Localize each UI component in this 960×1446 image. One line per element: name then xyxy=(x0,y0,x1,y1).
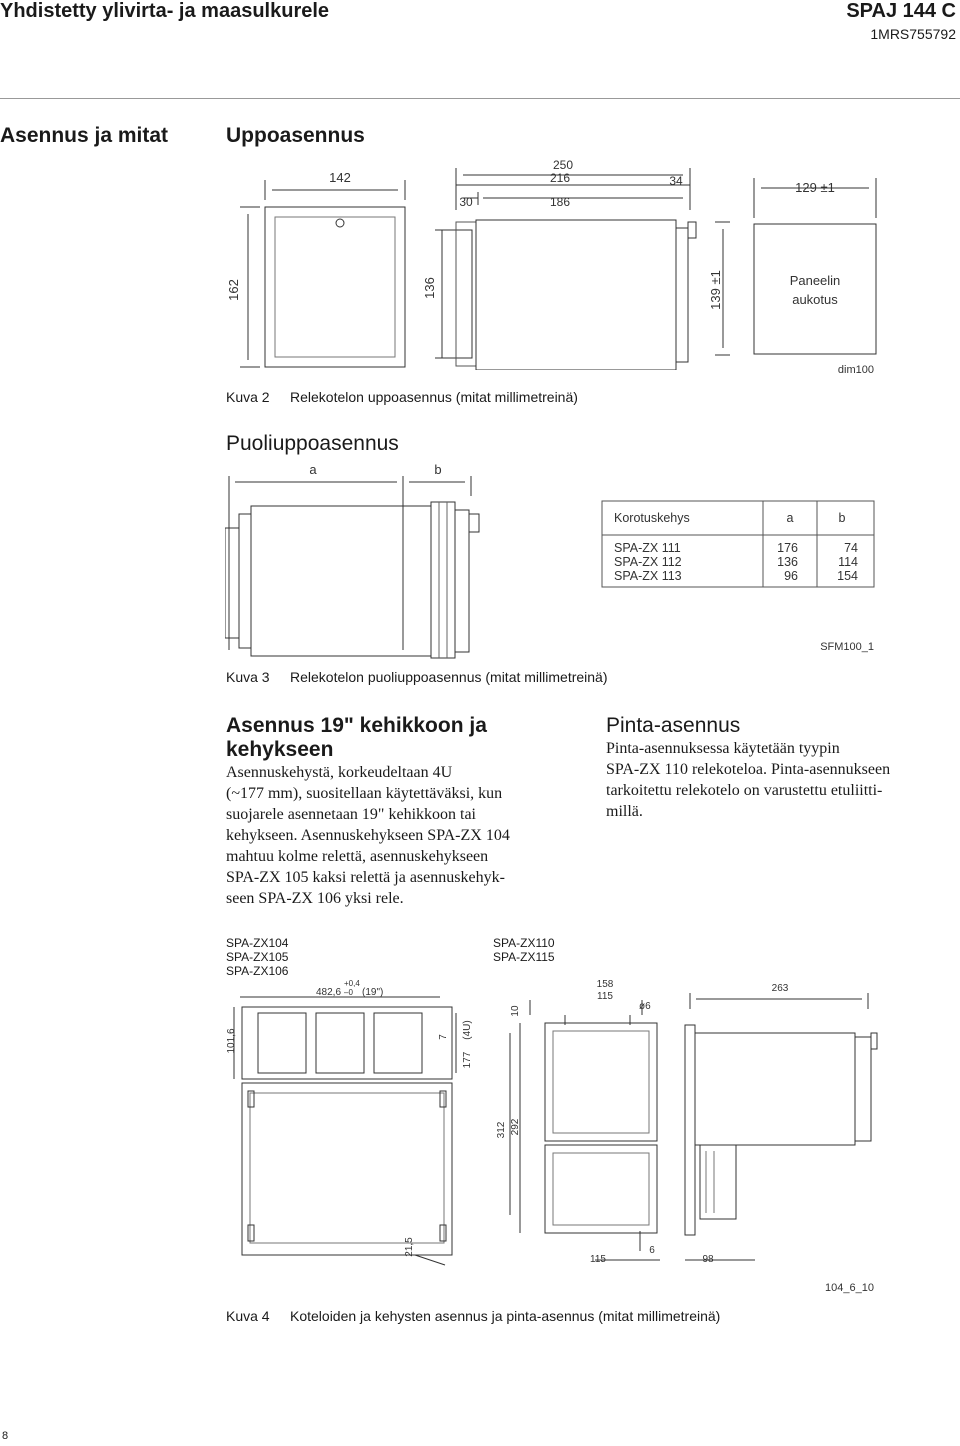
dim-21: 21,5 xyxy=(404,1237,415,1257)
section-title: Asennus ja mitat xyxy=(0,124,169,147)
panel-label-2: aukotus xyxy=(792,292,838,307)
model-label: SPA-ZX110 xyxy=(493,936,555,950)
table-cell: 114 xyxy=(838,555,858,569)
fig2-heading: Uppoasennus xyxy=(226,124,365,147)
fig3-id: SFM100_1 xyxy=(820,641,874,653)
text-line: Asennuskehystä, korkeudeltaan 4U xyxy=(226,764,453,781)
document-title: Yhdistetty ylivirta- ja maasulkurele xyxy=(0,0,330,22)
fig2-drawing xyxy=(220,150,880,370)
dim-216: 216 xyxy=(549,171,571,185)
text-line: SPA-ZX 105 kaksi relettä ja asennuskehyk- xyxy=(226,869,505,886)
fig4-caption: Koteloiden ja kehysten asennus ja pinta-asennus (mitat millimetreinä) xyxy=(290,1308,721,1324)
model-label: SPA-ZX115 xyxy=(493,950,555,964)
surface-model-labels xyxy=(493,936,555,964)
text-line: suojarele asennetaan 19" kehikkoon tai xyxy=(226,806,476,823)
heading-rack: Asennus 19" kehikkoon ja xyxy=(226,714,487,737)
table-cell: 136 xyxy=(777,555,798,569)
dim-19-inch: (19") xyxy=(362,987,384,998)
model-label: SPA-ZX104 xyxy=(226,936,289,950)
paragraph-surface xyxy=(606,738,956,822)
table-cell: 74 xyxy=(844,541,858,555)
dim-b: b xyxy=(434,462,442,477)
dim-263: 263 xyxy=(771,983,789,994)
product-name: SPAJ 144 C xyxy=(846,0,956,22)
heading-rack-2: kehykseen xyxy=(226,738,334,761)
model-label: SPA-ZX106 xyxy=(226,964,289,978)
text-line: Pinta-asennuksessa käytetään tyypin xyxy=(606,740,840,757)
table-cell: SPA-ZX 112 xyxy=(614,555,682,569)
fig3-caption: Relekotelon puoliuppoasennus (mitat millimetreinä) xyxy=(290,669,608,685)
text-line: kehykseen. Asennuskehykseen SPA-ZX 104 xyxy=(226,827,510,844)
text-line: tarkoitettu relekotelo on varustettu etuliitti- xyxy=(606,782,883,799)
dim-186: 186 xyxy=(549,195,571,209)
dim-tol-plus: +0,4 xyxy=(344,979,360,988)
table-cell: 96 xyxy=(784,569,798,583)
text-left xyxy=(226,714,586,909)
fig3-caption-number: Kuva 3 xyxy=(226,669,270,685)
dim-d6: ø6 xyxy=(639,1001,651,1012)
fig3-drawing xyxy=(225,460,885,660)
text-line: (~177 mm), suositellaan käytettäväksi, kun xyxy=(226,785,503,802)
dim-a: a xyxy=(309,462,317,477)
dim-136: 136 xyxy=(422,277,437,299)
fig2-caption-number: Kuva 2 xyxy=(226,389,270,405)
text-right xyxy=(606,714,956,822)
fig4-id: 104_6_10 xyxy=(825,1282,874,1294)
heading-surface: Pinta-asennus xyxy=(606,714,741,737)
fig4-caption-number: Kuva 4 xyxy=(226,1308,270,1324)
panel-label-1: Paneelin xyxy=(789,273,841,288)
table-header-frame: Korotuskehys xyxy=(614,511,690,525)
dim-250: 250 xyxy=(552,158,574,172)
fig2-caption: Relekotelon uppoasennus (mitat millimetreinä) xyxy=(290,389,578,405)
dim-10: 10 xyxy=(510,1005,521,1017)
table-cell: 154 xyxy=(837,569,858,583)
fig2-id: dim100 xyxy=(837,364,874,376)
fig4-drawing xyxy=(220,975,890,1275)
page-number: 8 xyxy=(2,1430,9,1442)
dim-158: 158 xyxy=(596,979,614,990)
dim-tol-minus: –0 xyxy=(344,988,353,997)
dim-129: 129 ±1 xyxy=(795,180,835,195)
dim-98: 98 xyxy=(702,1254,714,1265)
table-cell: SPA-ZX 113 xyxy=(614,569,682,583)
dim-142: 142 xyxy=(329,170,351,185)
paragraph-rack xyxy=(226,762,586,909)
rack-model-labels xyxy=(226,936,288,978)
dim-34: 34 xyxy=(669,174,683,188)
dim-139: 139 ±1 xyxy=(708,270,723,310)
table-header-b: b xyxy=(838,511,846,525)
text-line: millä. xyxy=(606,803,643,820)
dim-312: 312 xyxy=(496,1121,507,1139)
dim-115b: 115 xyxy=(590,1254,606,1265)
fig3-heading: Puoliuppoasennus xyxy=(226,432,399,455)
table-cell: SPA-ZX 111 xyxy=(614,541,681,555)
table-header-a: a xyxy=(786,511,794,525)
table-cell: 176 xyxy=(777,541,798,555)
document-code: 1MRS755792 xyxy=(870,26,956,42)
dim-30: 30 xyxy=(459,195,473,209)
dim-482: 482,6 xyxy=(316,987,342,998)
text-line: mahtuu kolme relettä, asennuskehykseen xyxy=(226,848,489,865)
dim-115a: 115 xyxy=(597,991,613,1002)
dim-4u: (4U) xyxy=(462,1020,473,1040)
text-line: SPA-ZX 110 relekoteloa. Pinta-asennukseen xyxy=(606,761,891,778)
dim-162: 162 xyxy=(226,279,241,301)
dim-101: 101,6 xyxy=(226,1028,237,1054)
dim-177: 177 xyxy=(462,1051,473,1069)
dim-292: 292 xyxy=(510,1118,521,1136)
text-line: seen SPA-ZX 106 yksi rele. xyxy=(226,890,404,907)
model-label: SPA-ZX105 xyxy=(226,950,289,964)
header-rule xyxy=(0,98,960,99)
dim-7: 7 xyxy=(438,1034,449,1040)
dim-6: 6 xyxy=(649,1245,655,1256)
